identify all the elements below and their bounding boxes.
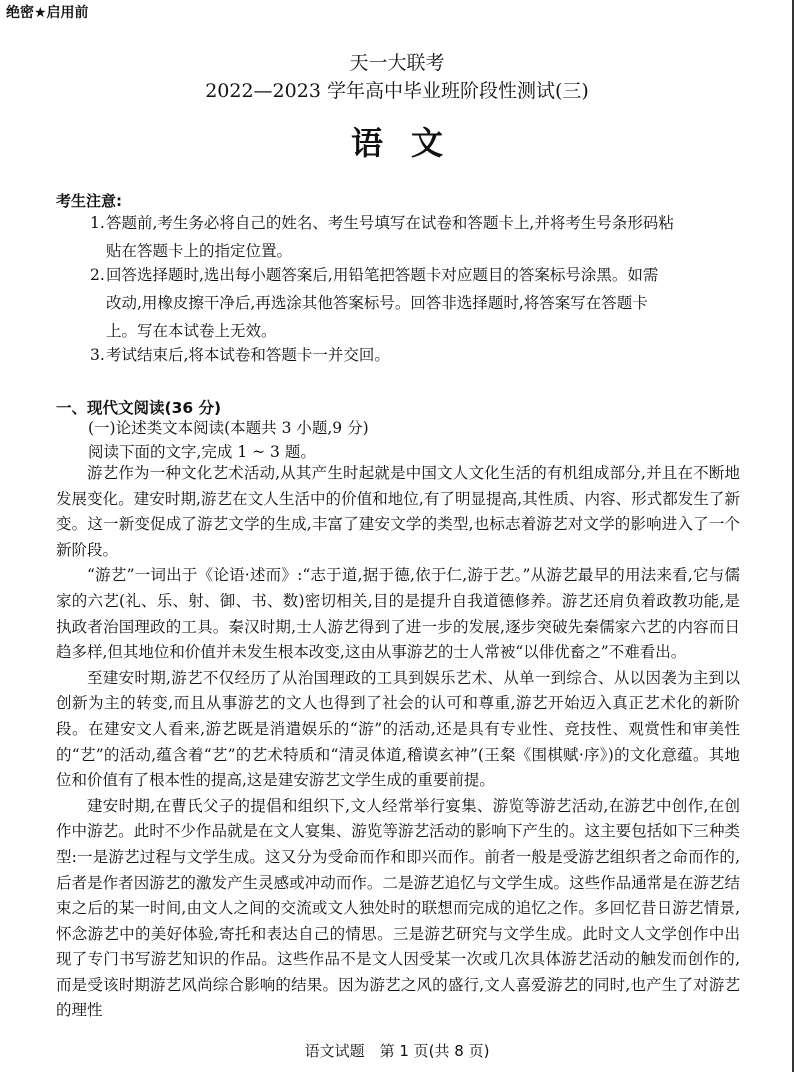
confidential-label: 绝密★启用前: [6, 5, 89, 21]
notice-item-number: 2.: [90, 266, 105, 284]
exam-title: 2022—2023 学年高中毕业班阶段性测试(三): [205, 80, 589, 102]
notice-item-line: 回答选择题时,选出每小题答案后,用铅笔把答题卡对应题目的答案标号涂黑。如需: [106, 266, 659, 284]
notice-item: [90, 261, 750, 345]
notice-item-line: 改动,用橡皮擦干净后,再选涂其他答案标号。回答非选择题时,将答案写在答题卡: [106, 294, 648, 312]
passage-paragraph: 建安时期,在曹氏父子的提倡和组织下,文人经常举行宴集、游览等游艺活动,在游艺中创作,在创作中游艺。此时不少作品就是在文人宴集、游览等游艺活动的影响下产生的。这主要包括如下三种类型:一是游艺过程与文学生成。这又分为受命而作和即兴而作。前者一般是受游艺组织者之命而作的,后者是作者因游艺的激发产生灵感或冲动而作。二是游艺追忆与文学生成。这些作品通常是在游艺结束之后的某一时间,由文人之间的交流或文人独处时的联想而完成的追忆之作。多回忆昔日游艺情景,怀念游艺中的美好体验,寄托和表达自己的情思。三是游艺研究与文学生成。此时文人文学创作中出现了专门书写游艺知识的作品。这些作品不是文人因受某一次或几次具体游艺活动的触发而创作的,而是受该时期游艺风尚综合影响的结果。因为游艺之风的盛行,文人喜爱游艺的同时,也产生了对游艺的理性: [56, 796, 740, 1020]
notice-item-line: 答题前,考生务必将自己的姓名、考生号填写在试卷和答题卡上,并将考生号条形码粘: [106, 214, 674, 232]
notice-item-number: 1.: [90, 214, 105, 232]
section-heading: 一、现代文阅读(36 分): [56, 399, 222, 417]
section-subheading: (一)论述类文本阅读(本题共 3 小题,9 分): [88, 419, 369, 437]
notice-item-line: 贴在答题卡上的指定位置。: [106, 242, 293, 260]
section-instruction: 阅读下面的文字,完成 1 ~ 3 题。: [88, 443, 316, 461]
notice-item-line: 考试结束后,将本试卷和答题卡一并交回。: [106, 346, 390, 364]
page-footer: 语文试题 第 1 页(共 8 页): [304, 1042, 490, 1060]
notice-item-line: 上。写在本试卷上无效。: [106, 322, 277, 340]
notice-item-number: 3.: [90, 346, 105, 364]
passage-paragraph: 游艺作为一种文化艺术活动,从其产生时起就是中国文人文化生活的有机组成部分,并且在不断地发展变化。建安时期,游艺在文人生活中的价值和地位,有了明显提高,其性质、内容、形式都发生了新变。这一新变促成了游艺文学的生成,丰富了建安文学的类型,也标志着游艺对文学的影响进入了一个新阶段。: [56, 464, 740, 559]
notice-item: [90, 209, 750, 265]
passage-paragraph: 至建安时期,游艺不仅经历了从治国理政的工具到娱乐艺术、从单一到综合、从以因袭为主到以创新为主的转变,而且从事游艺的文人也得到了社会的认可和尊重,游艺开始迈入真正艺术化的新阶段。在建安文人看来,游艺既是消遣娱乐的“游”的活动,还是具有专业性、竞技性、观赏性和审美性的“艺”的活动,蕴含着“艺”的艺术特质和“清灵体道,稽谟玄神”(王粲《围棋赋·序》)的文化意蕴。其地位和价值有了根本性的提高,这是建安游艺文学生成的重要前提。: [56, 668, 740, 790]
passage-paragraph: “游艺”一词出于《论语·述而》:“志于道,据于德,依于仁,游于艺。”从游艺最早的用法来看,它与儒家的六艺(礼、乐、射、御、书、数)密切相关,目的是提升自我道德修养。游艺还肩负着政教功能,是执政者治国理政的工具。秦汉时期,士人游艺得到了进一步的发展,逐步突破先秦儒家六艺的内容而日趋多样,但其地位和价值并未发生根本改变,这由从事游艺的士人常被“以俳优畜之”不难看出。: [56, 566, 740, 662]
notice-heading: 考生注意:: [56, 192, 122, 210]
subject-title: 语文: [350, 124, 471, 162]
reading-passage: [56, 461, 740, 1024]
notice-item: [90, 341, 750, 369]
organization-title: 天一大联考: [349, 52, 445, 74]
